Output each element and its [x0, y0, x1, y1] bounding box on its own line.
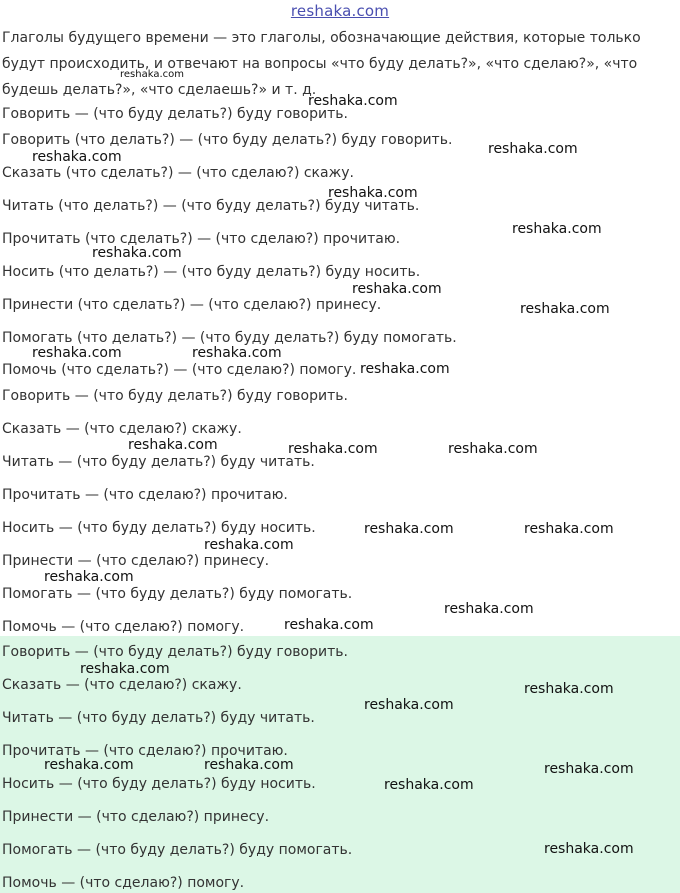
watermark: reshaka.com: [360, 361, 450, 377]
watermark: reshaka.com: [128, 437, 218, 453]
watermark: reshaka.com: [544, 761, 634, 777]
watermark: reshaka.com: [32, 345, 122, 361]
verb-line: Читать — (что буду делать?) буду читать.: [2, 454, 315, 470]
verb-line: Принести — (что сделаю?) принесу.: [2, 553, 270, 569]
watermark: reshaka.com: [384, 777, 474, 793]
verb-line: Помочь — (что сделаю?) помогу.: [2, 875, 245, 891]
watermark: reshaka.com: [364, 521, 454, 537]
watermark: reshaka.com: [544, 841, 634, 857]
watermark: reshaka.com: [120, 69, 184, 80]
watermark: reshaka.com: [512, 221, 602, 237]
verb-line: Говорить — (что буду делать?) буду говорить.: [2, 106, 348, 122]
watermark: reshaka.com: [204, 537, 294, 553]
verb-line: Читать (что делать?) — (что буду делать?) буду читать.: [2, 198, 420, 214]
site-link[interactable]: reshaka.com: [290, 2, 390, 20]
watermark: reshaka.com: [352, 281, 442, 297]
watermark: reshaka.com: [284, 617, 374, 633]
watermark: reshaka.com: [44, 757, 134, 773]
watermark: reshaka.com: [204, 757, 294, 773]
watermark: reshaka.com: [444, 601, 534, 617]
watermark: reshaka.com: [32, 149, 122, 165]
verb-line: Прочитать — (что сделаю?) прочитаю.: [2, 487, 288, 503]
verb-line: Прочитать (что сделать?) — (что сделаю?) прочитаю.: [2, 231, 401, 247]
watermark: reshaka.com: [80, 661, 170, 677]
watermark: reshaka.com: [308, 93, 398, 109]
watermark: reshaka.com: [520, 301, 610, 317]
watermark: reshaka.com: [328, 185, 418, 201]
verb-line: Помочь — (что сделаю?) помогу.: [2, 619, 245, 635]
verb-line: Носить (что делать?) — (что буду делать?) буду носить.: [2, 264, 421, 280]
verb-line: Говорить — (что буду делать?) буду говорить.: [2, 388, 348, 404]
verb-line: Говорить — (что буду делать?) буду говорить.: [2, 644, 348, 660]
verb-line: Читать — (что буду делать?) буду читать.: [2, 710, 315, 726]
watermark: reshaka.com: [448, 441, 538, 457]
verb-line: Помогать — (что буду делать?) буду помогать.: [2, 842, 353, 858]
watermark: reshaka.com: [524, 681, 614, 697]
watermark: reshaka.com: [192, 345, 282, 361]
watermark: reshaka.com: [524, 521, 614, 537]
verb-line: Принести (что сделать?) — (что сделаю?) принесу.: [2, 297, 382, 313]
verb-line: Прочитать — (что сделаю?) прочитаю.: [2, 743, 288, 759]
watermark: reshaka.com: [288, 441, 378, 457]
watermark: reshaka.com: [44, 569, 134, 585]
verb-line: Сказать — (что сделаю?) скажу.: [2, 421, 242, 437]
verb-line: Сказать (что сделать?) — (что сделаю?) скажу.: [2, 165, 354, 181]
page-header: [0, 0, 680, 22]
watermark: reshaka.com: [488, 141, 578, 157]
verb-line: Носить — (что буду делать?) буду носить.: [2, 520, 316, 536]
verb-line: Говорить (что делать?) — (что буду делать?) буду говорить.: [2, 132, 453, 148]
verb-line: Принести — (что сделаю?) принесу.: [2, 809, 270, 825]
watermark: reshaka.com: [364, 697, 454, 713]
verb-line: Носить — (что буду делать?) буду носить.: [2, 776, 316, 792]
verb-line: Помогать — (что буду делать?) буду помогать.: [2, 586, 353, 602]
verb-line: Помочь (что сделать?) — (что сделаю?) помогу.: [2, 362, 357, 378]
intro-paragraph: Глаголы будущего времени — это глаголы, обозначающие действия, которые только будут происходить, и отвечают на вопросы «что буду делать?», «что сделаю?», «что будешь делать?», «что сделаешь?» и т. д.: [2, 30, 641, 98]
verb-line: Помогать (что делать?) — (что буду делать?) буду помогать.: [2, 330, 457, 346]
verb-line: Сказать — (что сделаю?) скажу.: [2, 677, 242, 693]
watermark: reshaka.com: [92, 245, 182, 261]
